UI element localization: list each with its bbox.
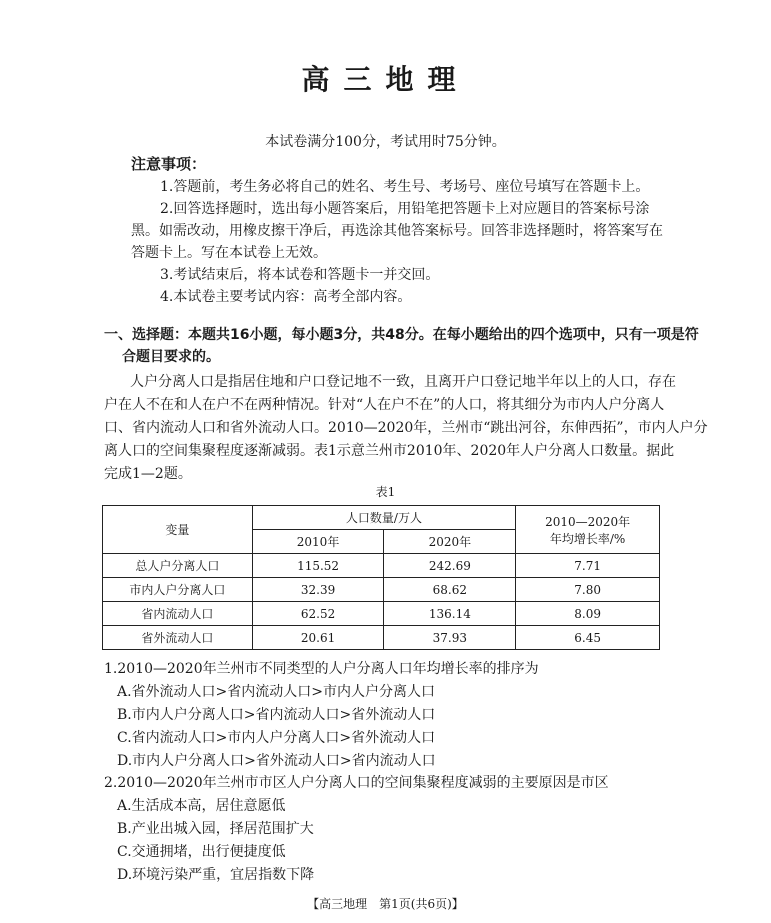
passage-line: 人户分离人口是指居住地和户口登记地不一致，且离开户口登记地半年以上的人口，存在 bbox=[130, 374, 676, 390]
question-option: B.市内人户分离人口>省内流动人口>省外流动人口 bbox=[117, 707, 436, 723]
note-line: 1.答题前，考生务必将自己的姓名、考生号、考场号、座位号填写在答题卡上。 bbox=[160, 179, 650, 195]
header-growth-rate bbox=[516, 506, 660, 554]
page-title: 高三地理 bbox=[301, 63, 470, 96]
cell-2020: 37.93 bbox=[384, 626, 516, 650]
row-label: 总人户分离人口 bbox=[103, 554, 253, 578]
page-footer: 【高三地理 第1页(共6页)】 bbox=[307, 897, 464, 911]
cell-2020: 68.62 bbox=[384, 578, 516, 602]
passage-line: 离人口的空间集聚程度逐渐减弱。表1示意兰州市2010年、2020年人户分离人口数量。据此 bbox=[104, 443, 675, 459]
table-row bbox=[103, 578, 660, 602]
note-line: 2.回答选择题时，选出每小题答案后，用铅笔把答题卡上对应题目的答案标号涂 bbox=[160, 201, 650, 217]
note-line: 3.考试结束后，将本试卷和答题卡一并交回。 bbox=[160, 267, 440, 283]
question-option: C.交通拥堵，出行便捷度低 bbox=[117, 844, 286, 860]
cell-rate: 7.80 bbox=[516, 578, 660, 602]
cell-rate: 6.45 bbox=[516, 626, 660, 650]
exam-info: 本试卷满分100分，考试用时75分钟。 bbox=[265, 134, 506, 150]
question-option: B.产业出城入园，择居范围扩大 bbox=[117, 821, 314, 837]
passage-line: 口、省内流动人口和省外流动人口。2010—2020年，兰州市“跳出河谷，东伸西拓”，市内人户分 bbox=[104, 420, 708, 436]
row-label: 省内流动人口 bbox=[103, 602, 253, 626]
cell-2010: 62.52 bbox=[252, 602, 384, 626]
question-stem: 1.2010—2020年兰州市不同类型的人户分离人口年均增长率的排序为 bbox=[104, 661, 539, 677]
question-stem: 2.2010—2020年兰州市市区人户分离人口的空间集聚程度减弱的主要原因是市区 bbox=[104, 775, 609, 791]
note-line: 4.本试卷主要考试内容：高考全部内容。 bbox=[160, 289, 412, 305]
note-line: 答题卡上。写在本试卷上无效。 bbox=[131, 245, 327, 261]
data-table bbox=[102, 505, 660, 650]
header-population: 人口数量/万人 bbox=[252, 506, 516, 530]
table-row bbox=[103, 602, 660, 626]
question-option: D.环境污染严重，宜居指数下降 bbox=[117, 867, 315, 883]
header-year-2020: 2020年 bbox=[384, 530, 516, 554]
table-row bbox=[103, 554, 660, 578]
cell-2010: 115.52 bbox=[252, 554, 384, 578]
table-row bbox=[103, 626, 660, 650]
cell-2010: 20.61 bbox=[252, 626, 384, 650]
note-line: 黑。如需改动，用橡皮擦干净后，再选涂其他答案标号。回答非选择题时，将答案写在 bbox=[131, 223, 663, 239]
row-label: 省外流动人口 bbox=[103, 626, 253, 650]
header-rate-line1: 2010—2020年 bbox=[545, 514, 631, 529]
section-heading-cont: 合题目要求的。 bbox=[122, 349, 220, 365]
cell-2020: 242.69 bbox=[384, 554, 516, 578]
table-caption: 表1 bbox=[375, 485, 396, 499]
question-option: A.生活成本高，居住意愿低 bbox=[117, 798, 286, 814]
header-year-2010: 2010年 bbox=[252, 530, 384, 554]
cell-rate: 8.09 bbox=[516, 602, 660, 626]
header-rate-line2: 年均增长率/% bbox=[549, 531, 626, 546]
cell-2020: 136.14 bbox=[384, 602, 516, 626]
header-variable: 变量 bbox=[103, 506, 253, 554]
question-option: D.市内人户分离人口>省外流动人口>省内流动人口 bbox=[117, 753, 436, 769]
question-option: C.省内流动人口>市内人户分离人口>省外流动人口 bbox=[117, 730, 436, 746]
cell-2010: 32.39 bbox=[252, 578, 384, 602]
question-option: A.省外流动人口>省内流动人口>市内人户分离人口 bbox=[117, 684, 436, 700]
section-heading: 一、选择题：本题共16小题，每小题3分，共48分。在每小题给出的四个选项中，只有一项是符 bbox=[104, 327, 699, 343]
passage-line: 户在人不在和人在户不在两种情况。针对“人在户不在”的人口，将其细分为市内人户分离人 bbox=[104, 397, 665, 413]
cell-rate: 7.71 bbox=[516, 554, 660, 578]
row-label: 市内人户分离人口 bbox=[103, 578, 253, 602]
notes-heading: 注意事项： bbox=[131, 155, 207, 173]
passage-line: 完成1—2题。 bbox=[104, 466, 192, 482]
